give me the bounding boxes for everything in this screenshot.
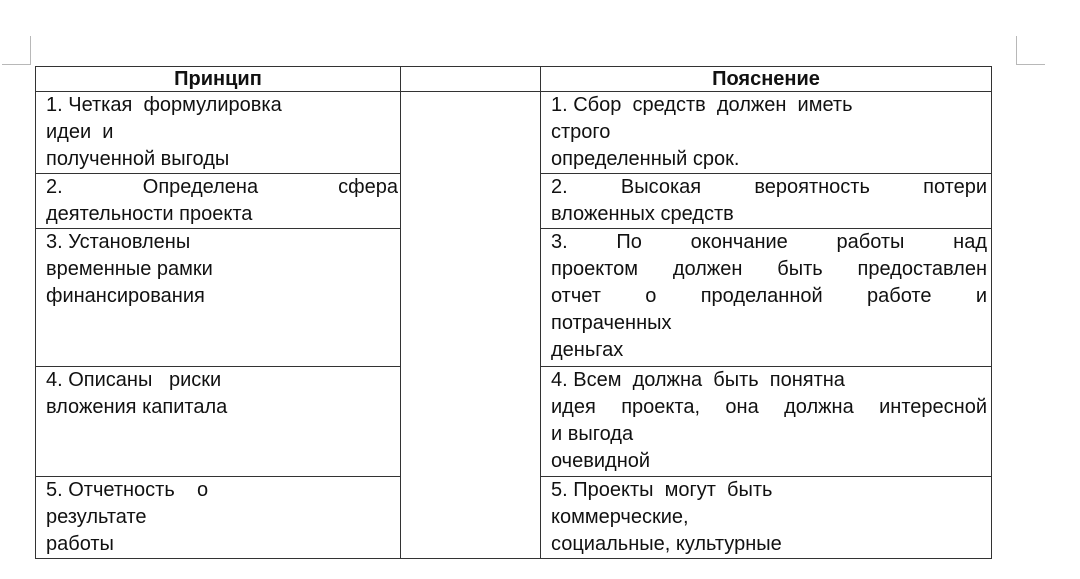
cell-line: вложенных средств	[551, 203, 734, 225]
cell-line: социальные, культурные	[551, 533, 782, 555]
cell-line: временные рамки	[46, 258, 213, 280]
cell-line: деньгах	[551, 339, 624, 361]
explanation-cell	[541, 477, 992, 559]
cell-line: 1. Четкая формулировка	[46, 94, 282, 116]
page-corner-mark-left	[2, 36, 31, 65]
cell-line: 1. Сбор средств должен иметь	[551, 94, 853, 116]
principle-cell	[36, 92, 401, 174]
cell-line: 4. Описаны риски	[46, 369, 222, 391]
principles-table	[35, 66, 992, 559]
cell-line: потраченных	[551, 312, 672, 334]
cell-line: 3. По окончание работы над	[551, 231, 987, 253]
cell-line: 5. Проекты могут быть	[551, 479, 773, 501]
header-principle: Принцип	[36, 67, 401, 92]
empty-middle-cell	[401, 92, 541, 559]
cell-line: 2. Определена сфера	[46, 176, 398, 198]
principle-cell	[36, 477, 401, 559]
cell-line: определенный срок.	[551, 148, 740, 170]
cell-line: результате	[46, 506, 147, 528]
page-corner-mark-right	[1016, 36, 1045, 65]
cell-line: полученной выгоды	[46, 148, 230, 170]
cell-line: очевидной	[551, 450, 651, 472]
principle-cell	[36, 229, 401, 367]
cell-line: строго	[551, 121, 611, 143]
header-explanation: Пояснение	[541, 67, 992, 92]
cell-line: идеи и	[46, 121, 114, 143]
table-row	[36, 92, 992, 174]
explanation-cell	[541, 229, 992, 367]
cell-line: отчет о проделанной работе и	[551, 285, 987, 307]
principle-cell	[36, 367, 401, 477]
cell-line: работы	[46, 533, 114, 555]
table-header-row	[36, 67, 992, 92]
cell-line: и выгода	[551, 423, 634, 445]
explanation-cell	[541, 92, 992, 174]
cell-line: коммерческие,	[551, 506, 689, 528]
cell-line: финансирования	[46, 285, 205, 307]
explanation-cell	[541, 367, 992, 477]
cell-line: деятельности проекта	[46, 203, 253, 225]
principle-cell	[36, 174, 401, 229]
cell-line: вложения капитала	[46, 396, 228, 418]
cell-line: проектом должен быть предоставлен	[551, 258, 987, 280]
cell-line: идея проекта, она должна интересной	[551, 396, 987, 418]
explanation-cell	[541, 174, 992, 229]
cell-line: 3. Установлены	[46, 231, 191, 253]
header-empty	[401, 67, 541, 92]
cell-line: 5. Отчетность о	[46, 479, 209, 501]
cell-line: 2. Высокая вероятность потери	[551, 176, 987, 198]
cell-line: 4. Всем должна быть понятна	[551, 369, 845, 391]
